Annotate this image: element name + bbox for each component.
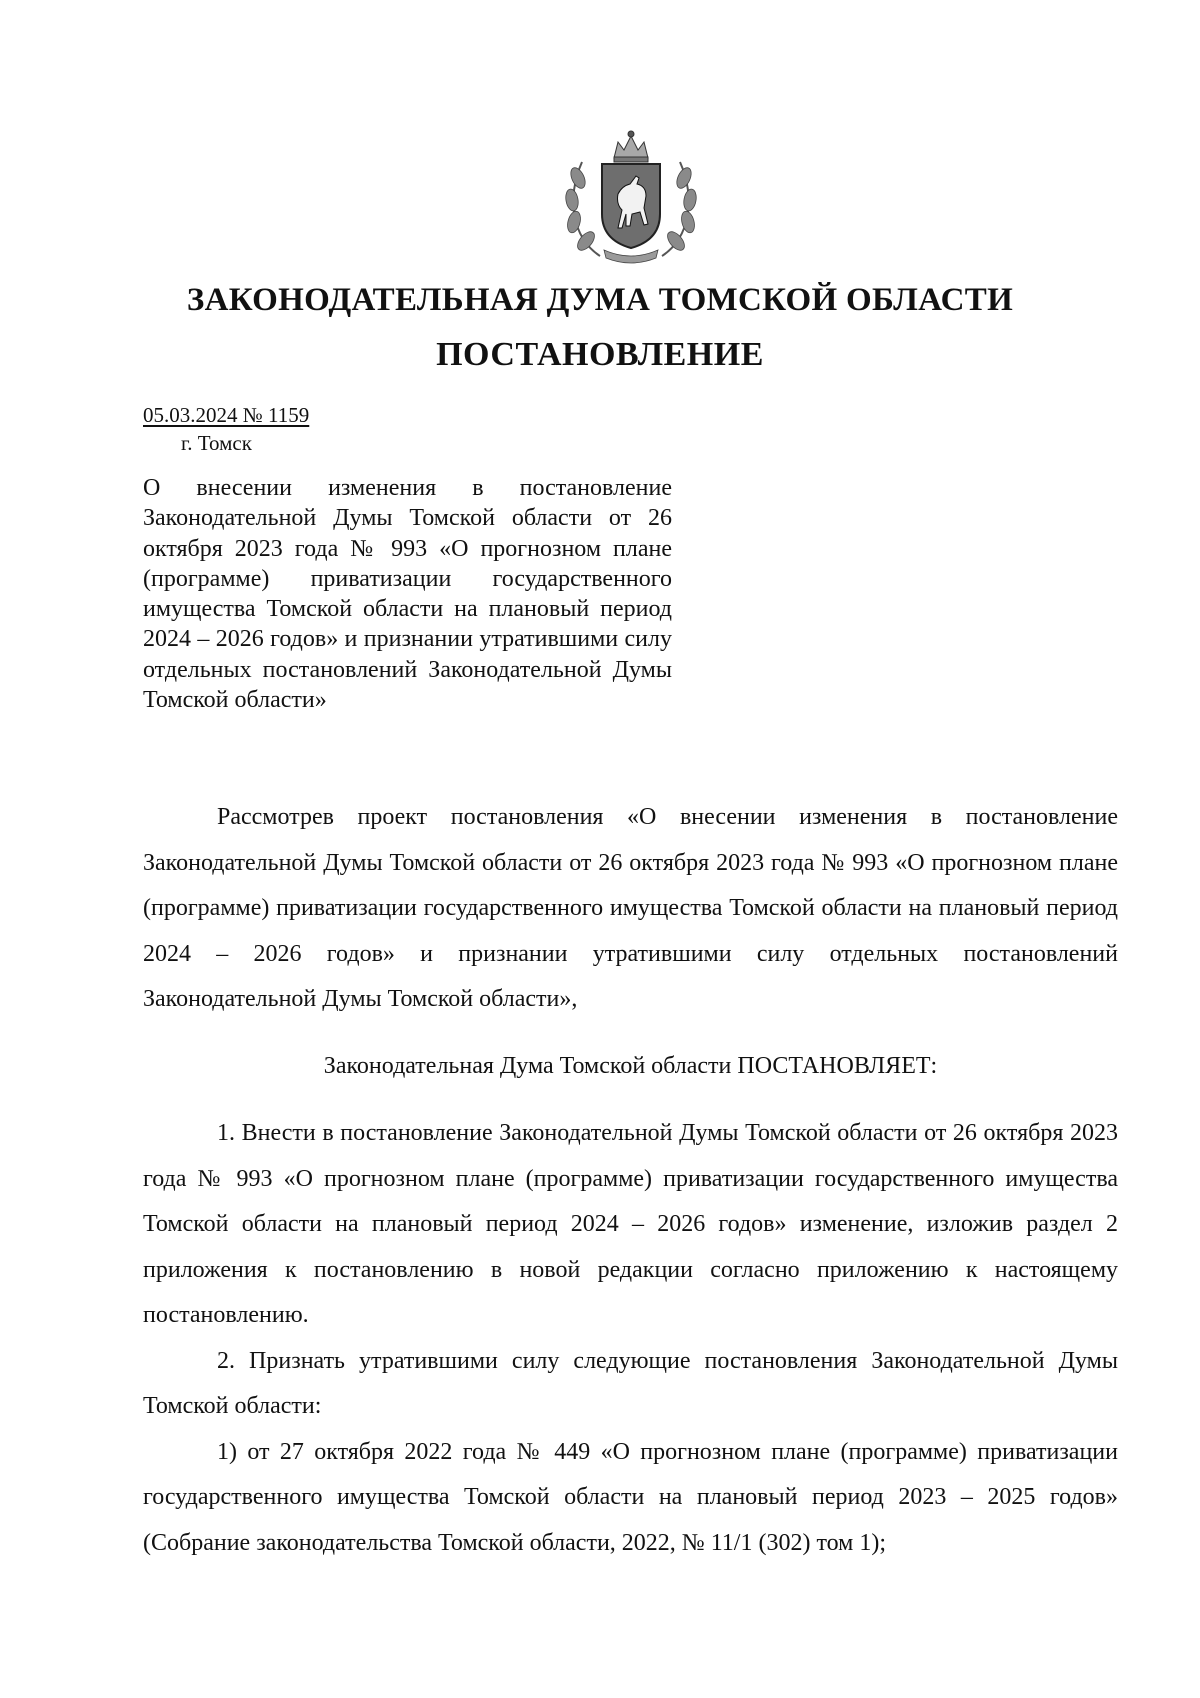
- decree-line: Законодательная Дума Томской области ПОСТАНОВЛЯЕТ:: [323, 1052, 938, 1079]
- document-city: г. Томск: [181, 431, 252, 455]
- document-date-number: 05.03.2024 № 1159: [143, 403, 310, 427]
- tomsk-oblast-coat-of-arms-icon: [560, 128, 702, 264]
- item-1-paragraph: 1. Внести в постановление Законодательной Думы Томской области от 26 октября 2023 года № 993 «О прогнозном плане (программе) приватизации государственного имущества Томской области на плановый период 2024 – 2026 годов» изменение, изложив раздел 2 приложения к постановлению в новой редакции согласно приложению к настоящему постановлению.: [143, 1120, 1118, 1328]
- preamble-paragraph: Рассмотрев проект постановления «О внесении изменения в постановление Законодательной Думы Томской области от 26 октября 2023 года № 993 «О прогнозном плане (программе) приватизации государственного имущества Томской области на плановый период 2024 – 2026 годов» и признании утратившими силу отдельных постановлений Законодательной Думы Томской области»,: [143, 804, 1118, 1012]
- document-subject: О внесении изменения в постановление Законодательной Думы Томской области от 26 октября 2023 года № 993 «О прогнозном плане (программе) приватизации государственного имущества Томской области на плановый период 2024 – 2026 годов» и признании утратившими силу отдельных постановлений Законодательной Думы Томской области»: [143, 475, 672, 714]
- item-2-1-paragraph: 1) от 27 октября 2022 года № 449 «О прогнозном плане (программе) приватизации государственного имущества Томской области на плановый период 2023 – 2025 годов» (Собрание законодательства Томской области, 2022, № 11/1 (302) том 1);: [143, 1438, 1118, 1556]
- organization-title: ЗАКОНОДАТЕЛЬНАЯ ДУМА ТОМСКОЙ ОБЛАСТИ: [186, 282, 1014, 318]
- item-2-paragraph: 2. Признать утратившими силу следующие постановления Законодательной Думы Томской области:: [143, 1347, 1118, 1419]
- document-type-heading: ПОСТАНОВЛЕНИЕ: [436, 336, 764, 373]
- document-body: [143, 795, 1118, 1566]
